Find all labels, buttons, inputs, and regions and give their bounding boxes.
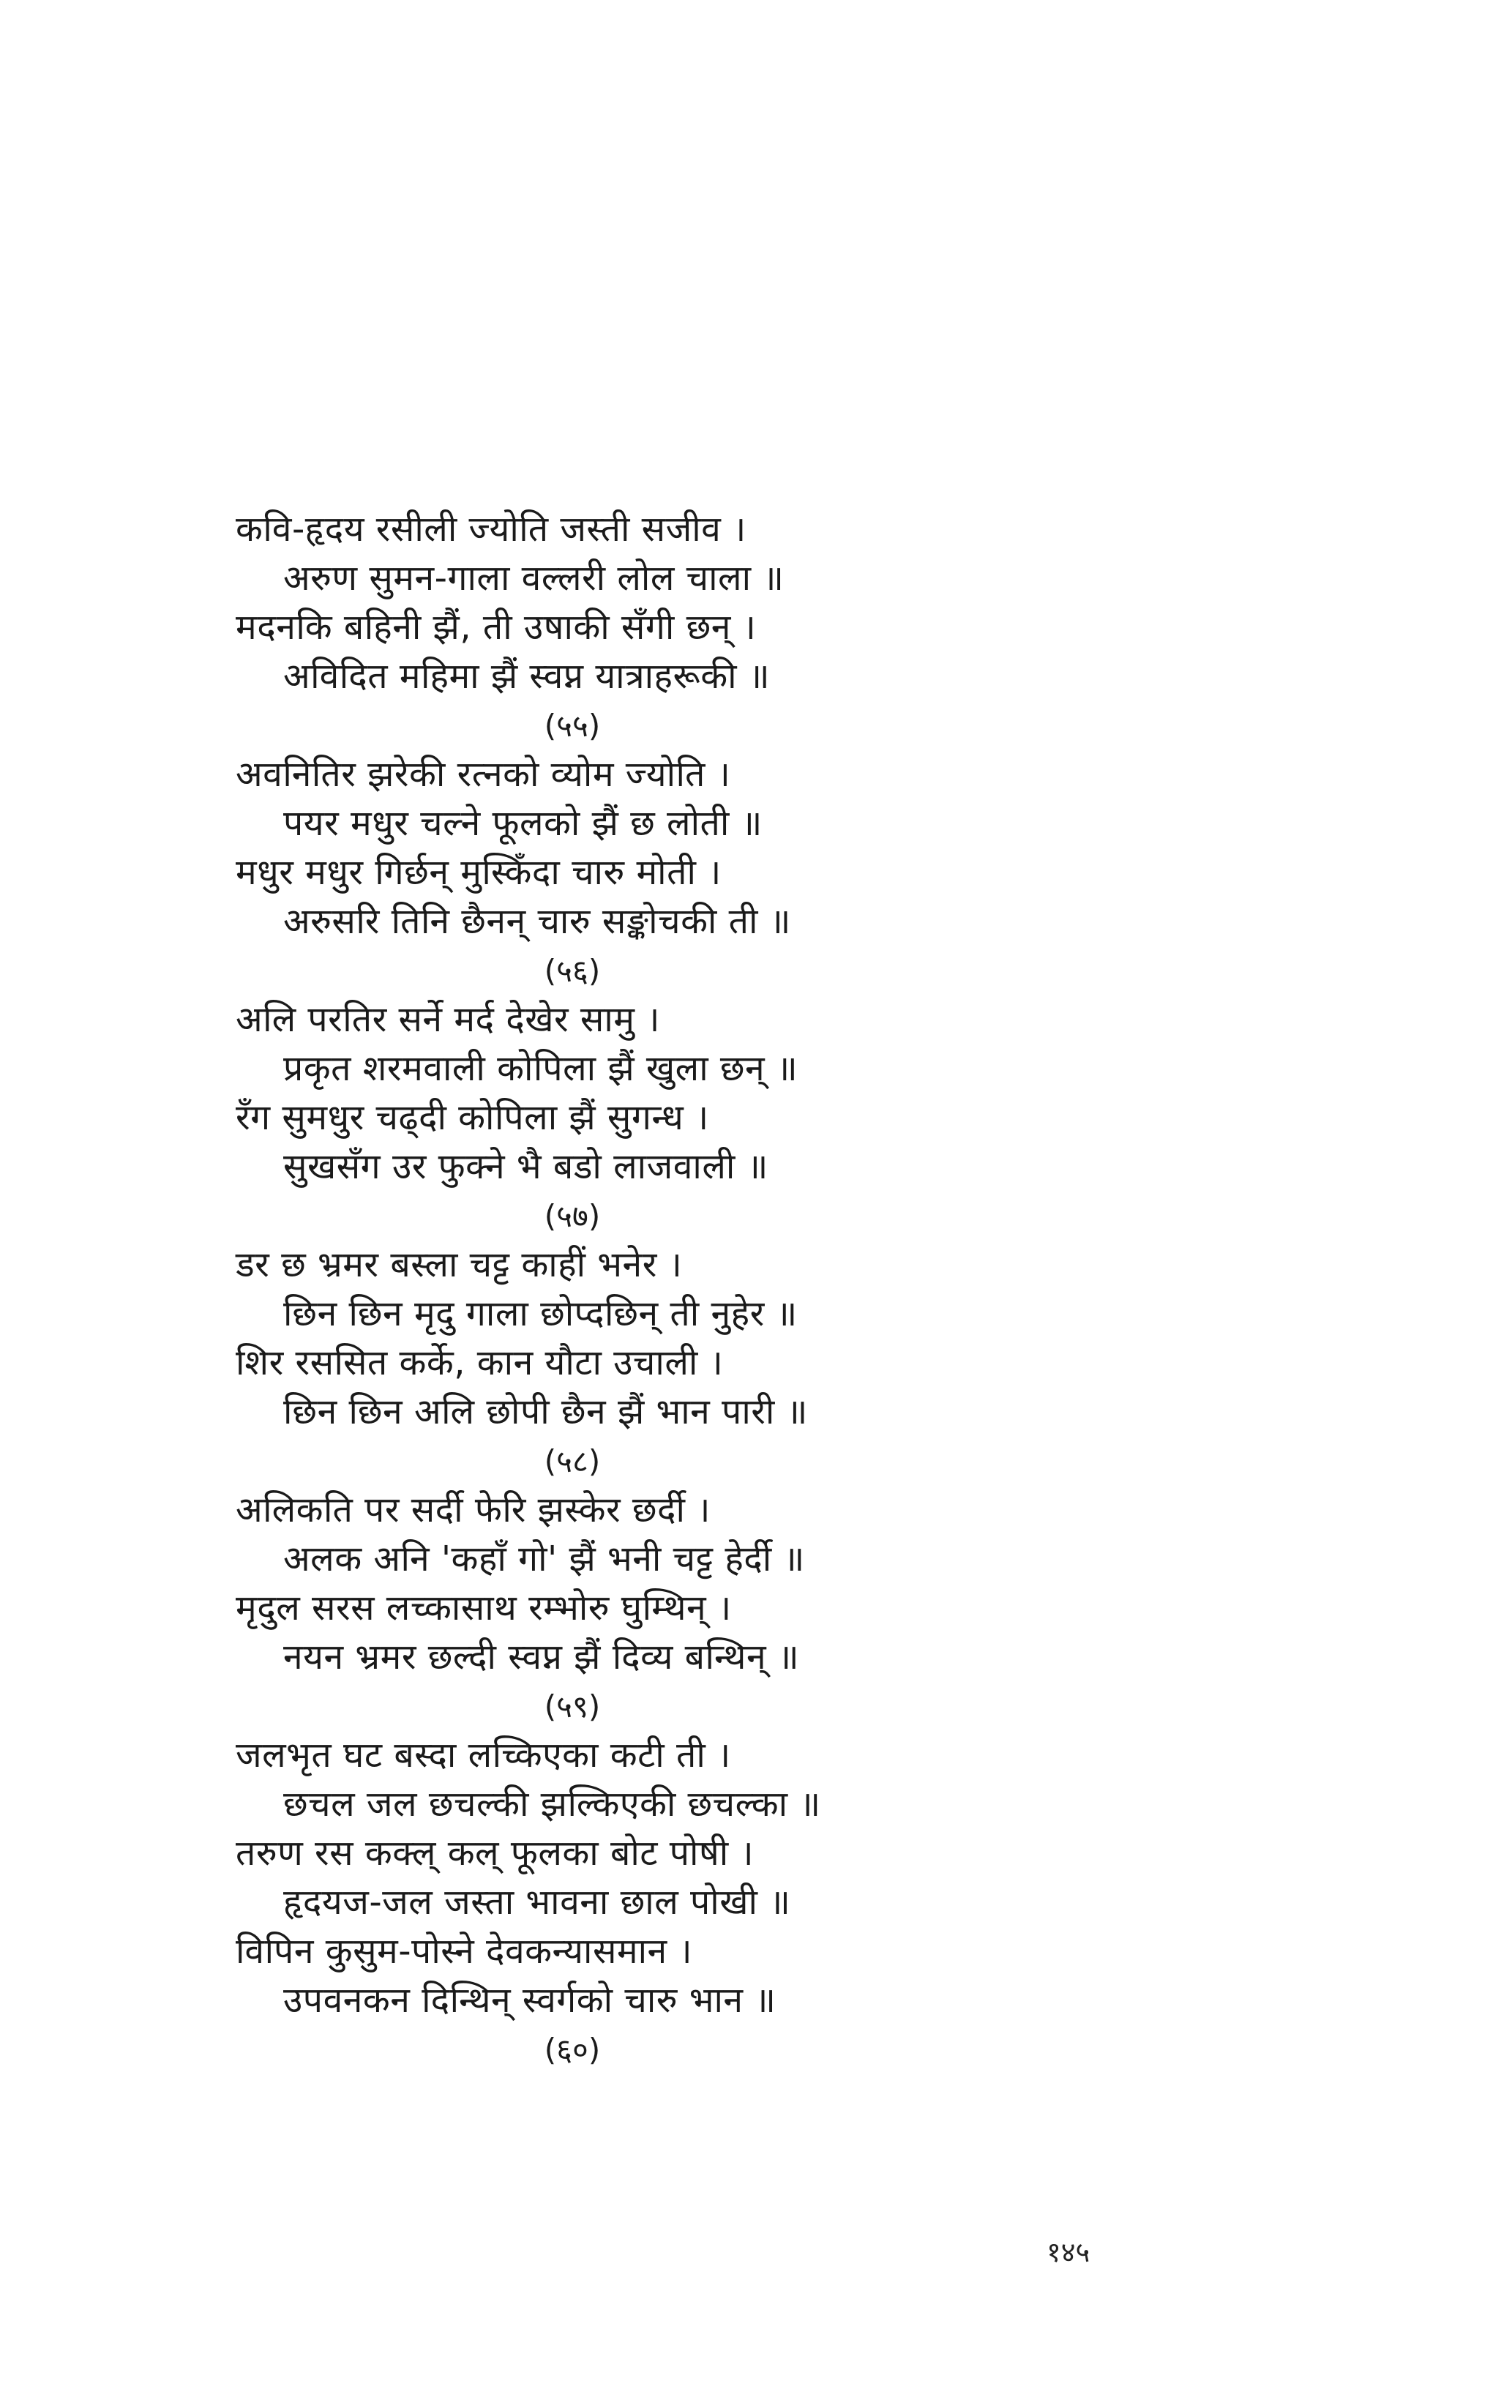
verse-line: अविदित महिमा झैं स्वप्न यात्राहरूकी ॥ bbox=[283, 656, 771, 697]
verse-line: डर छ भ्रमर बस्ला चट्ट काहीं भनेर । bbox=[236, 1244, 683, 1285]
verse-line: छिन छिन मृदु गाला छोप्दछिन् ती नुहेर ॥ bbox=[283, 1293, 798, 1334]
page-number: १४५ bbox=[1047, 2236, 1090, 2268]
verse-line: विपिन कुसुम-पोस्ने देवकन्यासमान । bbox=[236, 1931, 693, 1972]
stanza-number: (५६) bbox=[544, 953, 601, 989]
verse-line: छचल जल छचल्की झल्किएकी छचल्का ॥ bbox=[283, 1784, 821, 1825]
verse-line: प्रकृत शरमवाली कोपिला झैं खुला छन् ॥ bbox=[283, 1048, 798, 1089]
verse-line: अरुसरि तिनि छैनन् चारु सङ्कोचकी ती ॥ bbox=[283, 901, 791, 942]
verse-line: मृदुल सरस लच्कासाथ रम्भोरु घुम्थिन् । bbox=[236, 1588, 732, 1629]
verse-line: अवनितिर झरेकी रत्नको व्योम ज्योति । bbox=[236, 754, 731, 795]
verse-line: उपवनकन दिन्थिन् स्वर्गको चारु भान ॥ bbox=[283, 1980, 776, 2021]
verse-line: कवि-हृदय रसीली ज्योति जस्ती सजीव । bbox=[236, 509, 746, 550]
verse-line: हृदयज-जल जस्ता भावना छाल पोखी ॥ bbox=[283, 1882, 791, 1923]
verse-line: शिर रससित कर्के, कान यौटा उचाली । bbox=[236, 1342, 724, 1383]
stanza-number: (६०) bbox=[544, 2032, 601, 2068]
stanza-number: (५८) bbox=[544, 1443, 601, 1479]
stanza-number: (५५) bbox=[544, 708, 601, 744]
verse-line: जलभृत घट बस्दा लच्किएका कटी ती । bbox=[236, 1735, 731, 1776]
verse-line: मदनकि बहिनी झैं, ती उषाकी सँगी छन् । bbox=[236, 607, 757, 648]
verse-line: छिन छिन अलि छोपी छैन झैं भान पारी ॥ bbox=[283, 1391, 808, 1432]
verse-line: रँग सुमधुर चढ्दी कोपिला झैं सुगन्ध । bbox=[236, 1097, 709, 1138]
poem-text bbox=[236, 505, 968, 2074]
stanza-number: (५९) bbox=[544, 1689, 601, 1724]
verse-line: पयर मधुर चल्ने फूलको झैं छ लोती ॥ bbox=[283, 803, 763, 844]
verse-line: अलक अनि 'कहाँ गो' झैं भनी चट्ट हेर्दी ॥ bbox=[283, 1538, 805, 1579]
verse-line: तरुण रस कक्ल् कल् फूलका बोट पोषी । bbox=[236, 1833, 755, 1874]
verse-line: अलि परतिर सर्ने मर्द देखेर सामु । bbox=[236, 999, 660, 1040]
verse-line: अलिकति पर सर्दी फेरि झस्केर छर्दी । bbox=[236, 1489, 711, 1530]
verse-line: सुखसँग उर फुक्ने भै बडो लाजवाली ॥ bbox=[283, 1146, 768, 1187]
stanza-number: (५७) bbox=[544, 1198, 601, 1234]
verse-line: नयन भ्रमर छल्दी स्वप्न झैं दिव्य बन्थिन् ॥ bbox=[283, 1637, 800, 1678]
verse-line: अरुण सुमन-गाला वल्लरी लोल चाला ॥ bbox=[283, 558, 785, 599]
verse-line: मधुर मधुर गिर्छन् मुस्किँदा चारु मोती । bbox=[236, 852, 722, 893]
